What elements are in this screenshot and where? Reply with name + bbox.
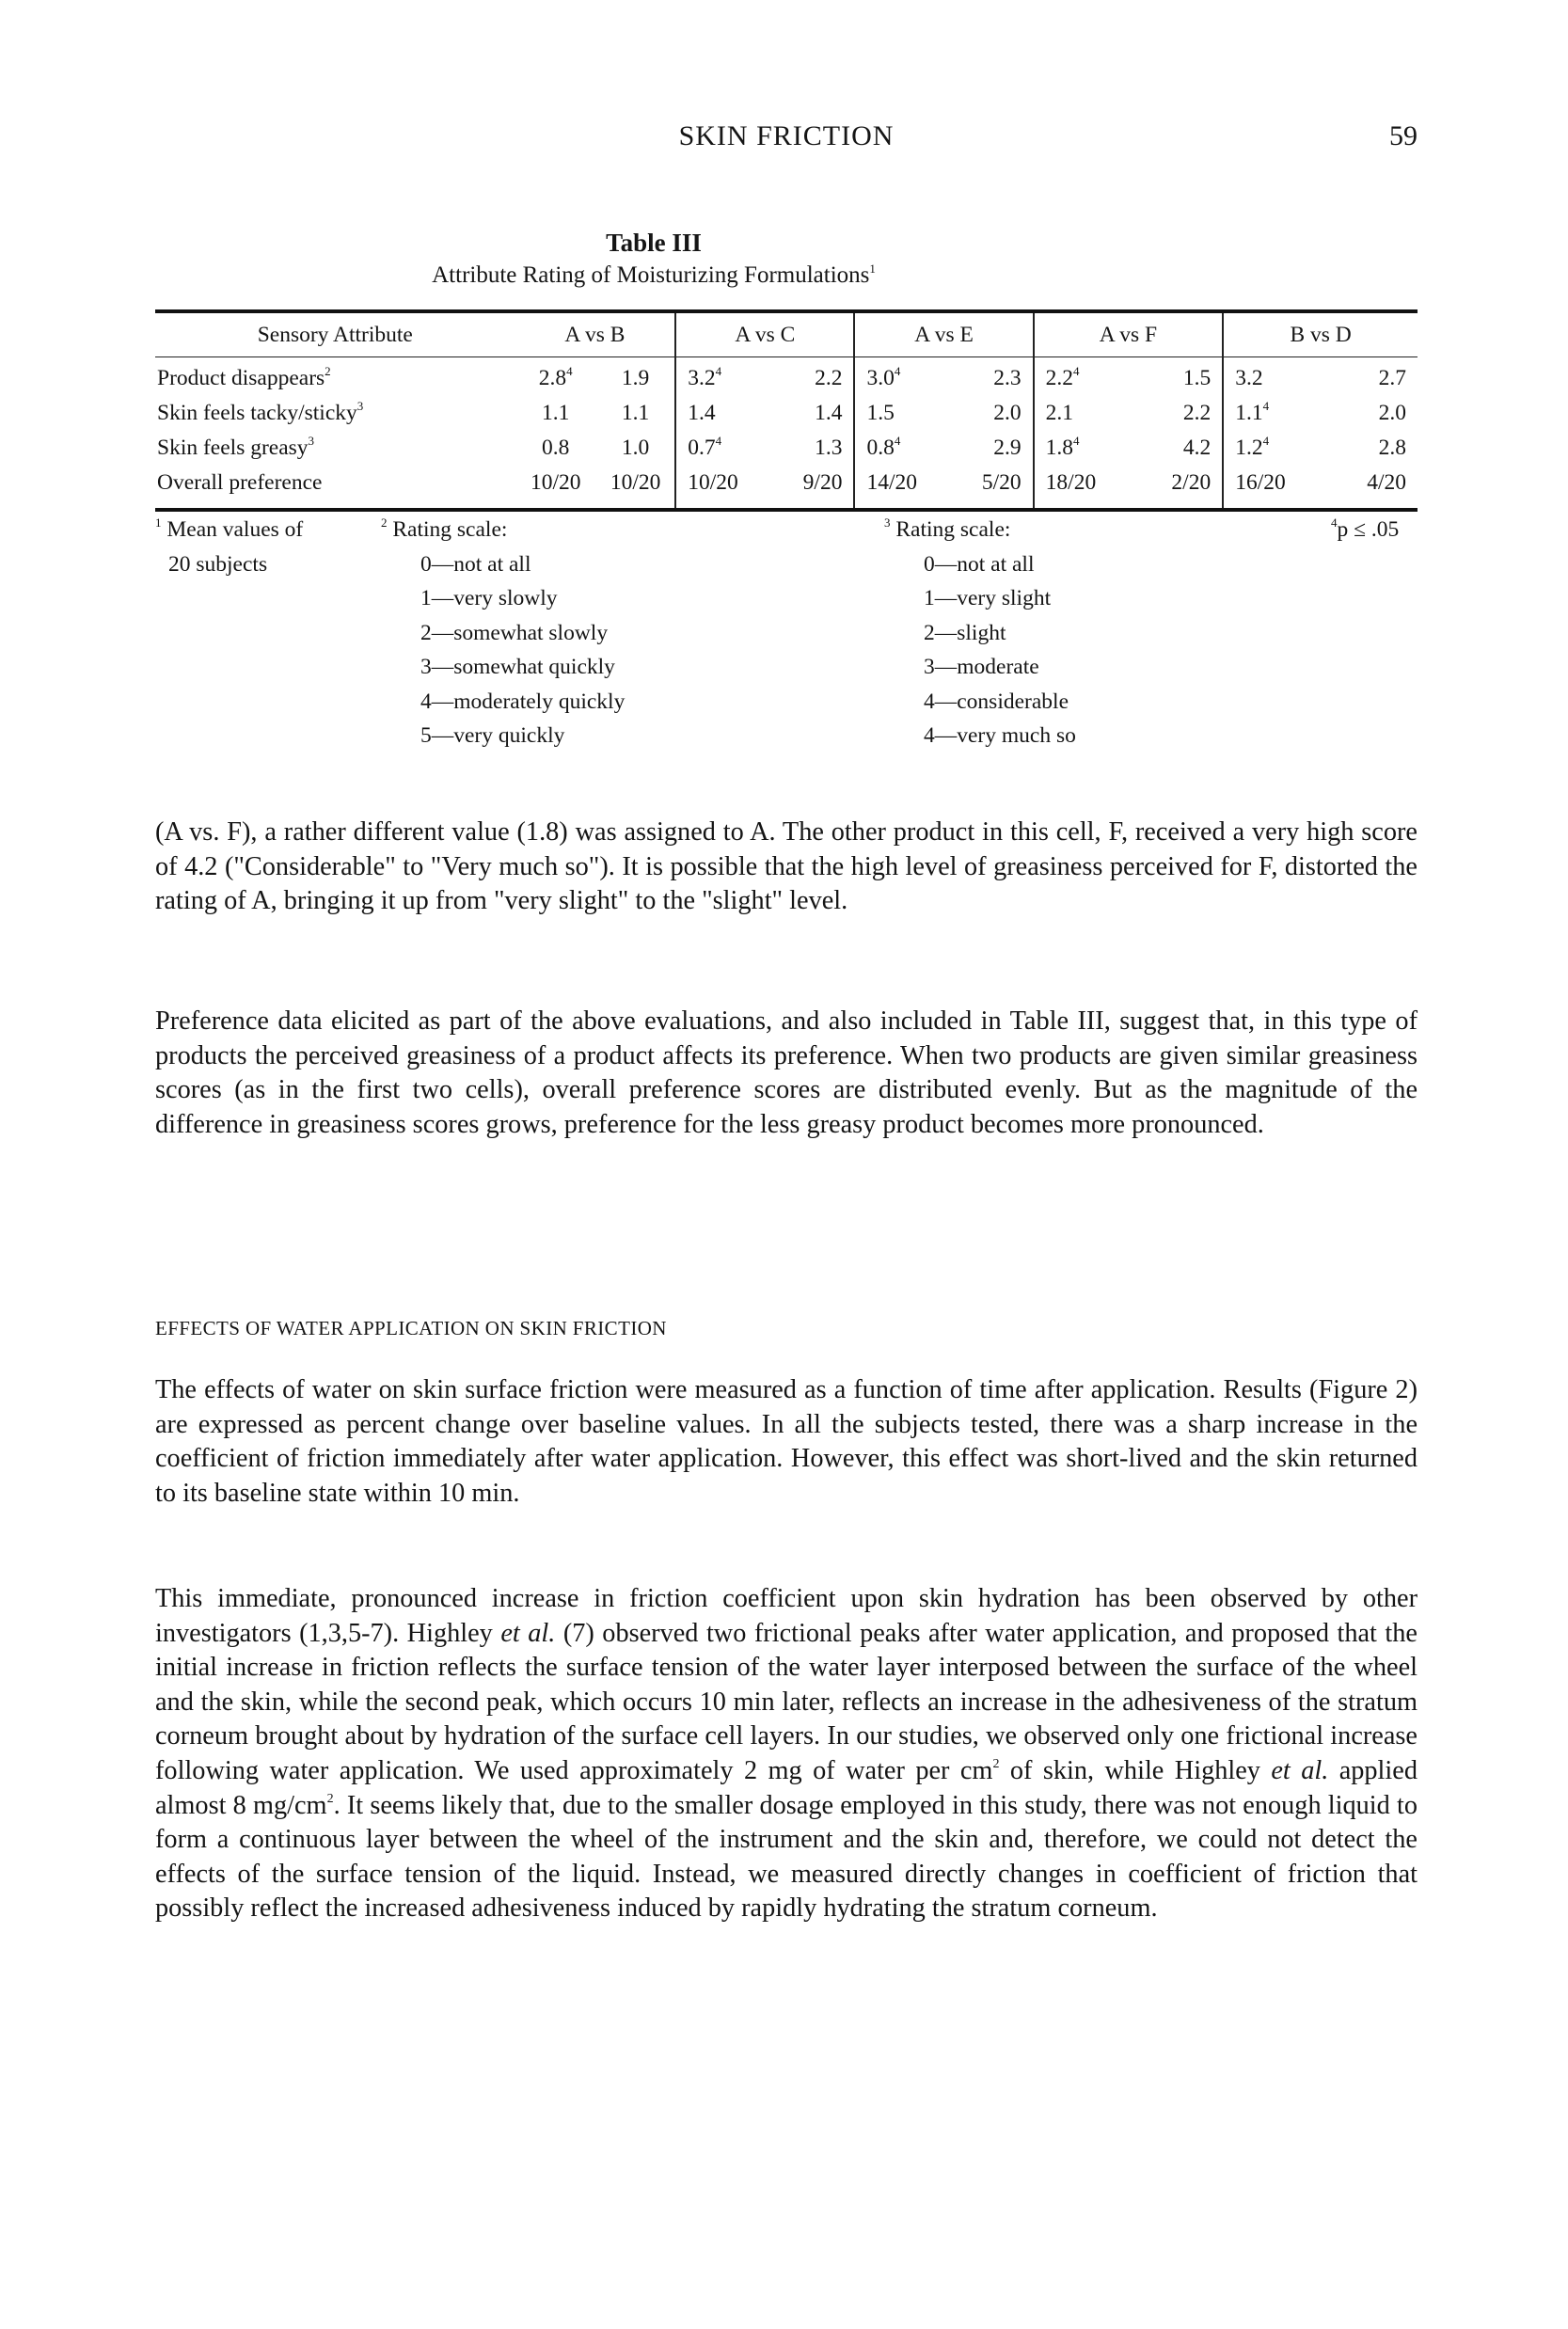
column-header-group: A vs C	[675, 311, 854, 357]
value-cell: 10/20	[530, 470, 581, 495]
body-paragraph: The effects of water on skin surface friction were measured as a function of time after application. Results (Figure 2) are expressed as percent change over baseline values. In all the subjects tested, there was a sharp increase in the coefficient of friction immediately after water application. However, this effect was short-lived and the skin returned to its baseline state within 10 min.	[155, 1375, 1418, 1508]
value-cell: 2.7	[1378, 366, 1406, 390]
significance-mark: 4	[1262, 434, 1270, 448]
section-heading: EFFECTS OF WATER APPLICATION ON SKIN FRICTION	[155, 1317, 667, 1339]
value-cell: 18/20	[1034, 466, 1129, 510]
column-header-attribute: Sensory Attribute	[155, 311, 515, 357]
value-cell: $1.2^4$	[1223, 431, 1320, 466]
value-cell: 1.9	[621, 366, 650, 390]
value-cell: $0.8^4$	[854, 431, 943, 466]
significance-mark: 4	[894, 364, 901, 378]
value-cell: 14/20	[854, 466, 943, 510]
value-cell: 10/20	[675, 466, 765, 510]
value-cell: 2.9	[993, 436, 1022, 460]
significance-mark: 4	[1262, 399, 1270, 413]
body-paragraph: This immediate, pronounced increase in friction coefficient upon skin hydration has been observed by other investigators (1,3,5-7). Highley et al. (7) observed two frictional peaks after water application, and proposed that the initial increase in friction reflects the surface tension of the water layer interposed between the surface of the wheel and the skin, while the second peak, which occurs 10 min later, reflects an increase in the adhesiveness of the stratum corneum brought about by hydration of the surface cell layers. In our studies, we observed only one frictional increase following water application. We used approximately 2 mg of water per $cm^2$ of skin, while Highley et al. applied almost 8 $mg/cm^2$. It seems likely that, due to the smaller dosage employed in this study, there was not enough liquid to form a continuous layer between the wheel of the instrument and the skin and, therefore, we could not detect the effects of the surface tension of the liquid. Instead, we measured directly changes in coefficient of friction that possibly reflect the increased adhesiveness induced by rapidly hydrating the stratum corneum.	[155, 1584, 1418, 1924]
value-cell: 2.2	[1182, 401, 1212, 425]
table-row	[155, 357, 1418, 397]
scale-item: 4—considerable	[924, 689, 1069, 714]
value-cell: 1.3	[815, 436, 843, 460]
value-cell: 1.0	[621, 436, 650, 460]
italic-et-al: et al.	[1271, 1755, 1329, 1785]
significance-mark: 4	[1073, 364, 1080, 378]
value-cell: 3.2	[1223, 357, 1320, 397]
significance-mark: 4	[1073, 434, 1080, 448]
page-number: 59	[1389, 120, 1418, 151]
running-title: SKIN FRICTION	[678, 120, 895, 151]
column-header-group: A vs E	[854, 311, 1033, 357]
table-row	[155, 396, 1418, 431]
column-header-group: A vs B	[515, 311, 676, 357]
significance-mark: 4	[715, 434, 722, 448]
value-cell: $0.7^4$	[675, 431, 765, 466]
significance-mark: 4	[715, 364, 722, 378]
scale-item: 1—very slowly	[420, 586, 558, 610]
value-cell: $1.1^4$	[1223, 396, 1320, 431]
scale-item: 3—somewhat quickly	[420, 655, 615, 679]
value-cell: 2/20	[1171, 470, 1212, 495]
table-caption	[155, 226, 1152, 292]
footnote-4: $^4$p ≤ .05	[1331, 515, 1400, 542]
value-cell: 2.3	[993, 366, 1022, 390]
table-subtitle: Attribute Rating of Moisturizing Formulations$^1$	[432, 261, 876, 288]
footnote-ref: 2	[325, 364, 331, 378]
table-row	[155, 466, 1418, 510]
value-cell: 2.0	[1378, 401, 1406, 425]
running-header	[155, 120, 1418, 158]
value-cell: 1.4	[815, 401, 843, 425]
value-cell: 1.5	[854, 396, 943, 431]
value-cell: 2.1	[1034, 396, 1129, 431]
value-cell: 2.0	[993, 401, 1022, 425]
value-cell: 16/20	[1223, 466, 1320, 510]
column-header-group: B vs D	[1223, 311, 1418, 357]
attribute-cell: Overall preference	[157, 470, 323, 495]
footnote-ref: 3	[308, 434, 315, 448]
scale-item: 4—very much so	[924, 723, 1076, 748]
value-cell: 9/20	[802, 470, 843, 495]
value-cell: $2.8^4$	[538, 364, 573, 390]
value-cell: 10/20	[610, 470, 661, 495]
value-cell: 1.4	[675, 396, 765, 431]
value-cell: $3.0^4$	[854, 357, 943, 397]
table-header-row	[155, 311, 1418, 357]
footnote-3: $^3$ Rating scale: 0—not at all 1—very slight 2—slight 3—moderate 4—considerable 4—very much so	[884, 513, 1223, 753]
attribute-cell: Product disappears$^2$	[157, 364, 331, 390]
value-cell: 4.2	[1182, 436, 1212, 460]
value-cell: 1.1	[621, 401, 650, 425]
footnote-ref: 3	[356, 399, 364, 413]
scale-item: 0—not at all	[924, 551, 1035, 577]
table-label: Table III	[606, 229, 702, 257]
value-cell: 2.2	[815, 366, 843, 390]
value-cell: $3.2^4$	[675, 357, 765, 397]
footnote-2: $^2$ Rating scale: 0—not at all 1—very slowly 2—somewhat slowly 3—somewhat quickly 4—moderately quickly 5—very quickly	[381, 513, 720, 753]
scale-item: 2—slight	[924, 620, 1006, 645]
significance-mark: 4	[894, 434, 901, 448]
scale-item: 0—not at all	[420, 551, 531, 577]
attribute-cell: Skin feels greasy$^3$	[157, 434, 315, 460]
value-cell: $1.8^4$	[1034, 431, 1129, 466]
footnote-ref: 1	[869, 261, 876, 276]
scale-item: 4—moderately quickly	[420, 689, 626, 714]
footnote-1: $^1$ Mean values of 20 subjects	[155, 515, 304, 577]
scale-item: 2—somewhat slowly	[420, 620, 609, 645]
value-cell: 0.8	[542, 436, 570, 460]
scale-item: 3—moderate	[924, 655, 1039, 679]
body-paragraph: (A vs. F), a rather different value (1.8) was assigned to A. The other product in this cell, F, received a very high score of 4.2 ("Considerable" to "Very much so"). It is possible that the high level of greasiness perceived for F, distorted the rating of A, bringing it up from "very slight" to the "slight" level.	[155, 817, 1418, 916]
italic-et-al: et al.	[500, 1618, 556, 1648]
significance-mark: 4	[566, 364, 573, 378]
value-cell: 2.8	[1378, 436, 1406, 460]
scale-item: 1—very slight	[924, 586, 1052, 610]
value-cell: 4/20	[1367, 470, 1406, 495]
value-cell: $2.2^4$	[1034, 357, 1129, 397]
column-header-group: A vs F	[1034, 311, 1224, 357]
table-row	[155, 431, 1418, 466]
scale-item: 5—very quickly	[420, 723, 565, 748]
attribute-cell: Skin feels tacky/sticky$^3$	[157, 399, 364, 425]
value-cell: 1.5	[1182, 366, 1212, 390]
value-cell: 1.1	[542, 401, 570, 425]
attribute-rating-table	[155, 309, 1418, 512]
body-paragraph: Preference data elicited as part of the above evaluations, and also included in Table III, suggest that, in this type of products the perceived greasiness of a product affects its preference. When two products are given similar greasiness scores (as in the first two cells), overall preference scores are distributed evenly. But as the magnitude of the difference in greasiness scores grows, preference for the less greasy product becomes more pronounced.	[155, 1006, 1418, 1139]
value-cell: 5/20	[981, 470, 1022, 495]
